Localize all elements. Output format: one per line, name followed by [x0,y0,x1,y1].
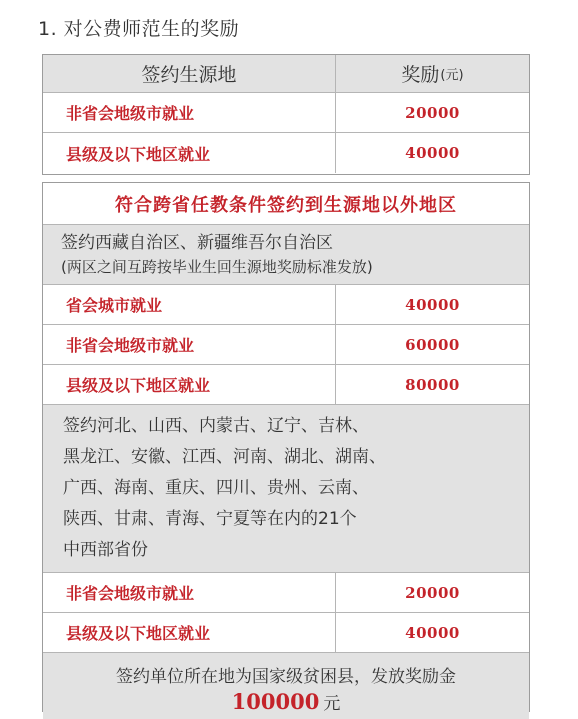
row-label: 县级及以下地区就业 [43,613,336,652]
row-label: 县级及以下地区就业 [43,365,336,404]
row-label: 非省会地级市就业 [43,93,336,132]
header-reward [336,55,529,92]
header-reward-label: 奖励 [401,64,440,86]
row-value: 20000 [405,583,460,602]
final-amount-line [232,689,341,714]
poverty-county-reward [43,653,529,719]
row-value: 40000 [405,144,460,162]
row-value: 20000 [405,103,460,122]
region-note-tibet-xinjiang [43,225,529,285]
row-label: 省会城市就业 [43,285,336,324]
note-line: 中西部省份 [63,540,148,560]
row-label: 非省会地级市就业 [43,573,336,612]
row-label: 非省会地级市就业 [43,325,336,364]
header-reward-unit: (元) [440,68,464,83]
note-line: 黑龙江、安徽、江西、河南、湖北、湖南、 [63,447,386,467]
table-row [43,285,529,325]
section-heading: 1. 对公费师范生的奖励 [38,18,240,40]
note-subline: (两区之间互跨按毕业生回生源地奖励标准发放) [61,258,373,276]
final-unit: 元 [323,693,341,714]
header-origin [43,55,336,92]
table-header-row [43,55,529,93]
table-row [43,573,529,613]
row-value: 80000 [405,375,460,394]
table-row [43,325,529,365]
note-line: 广西、海南、重庆、四川、贵州、云南、 [63,478,369,498]
table-row [43,365,529,405]
row-label: 县级及以下地区就业 [43,133,336,173]
final-text: 签约单位所在地为国家级贫困县，发放奖励金 [116,666,456,687]
region-note-central-west [43,405,529,573]
header-origin-label: 签约生源地 [141,64,237,86]
note-line: 签约西藏自治区、新疆维吾尔自治区 [61,233,333,253]
final-amount: 100000 [231,688,320,714]
table-row [43,93,529,133]
note-line: 签约河北、山西、内蒙古、辽宁、吉林、 [63,416,369,436]
table-title: 符合跨省任教条件签约到生源地以外地区 [43,183,529,225]
reward-table-local [42,54,530,175]
row-value: 40000 [405,295,460,314]
table-row [43,133,529,173]
note-line: 陕西、甘肃、青海、宁夏等在内的21个 [63,509,357,529]
row-value: 40000 [405,623,460,642]
table-row [43,613,529,653]
reward-table-crossprovince [42,182,530,712]
row-value: 60000 [405,335,460,354]
